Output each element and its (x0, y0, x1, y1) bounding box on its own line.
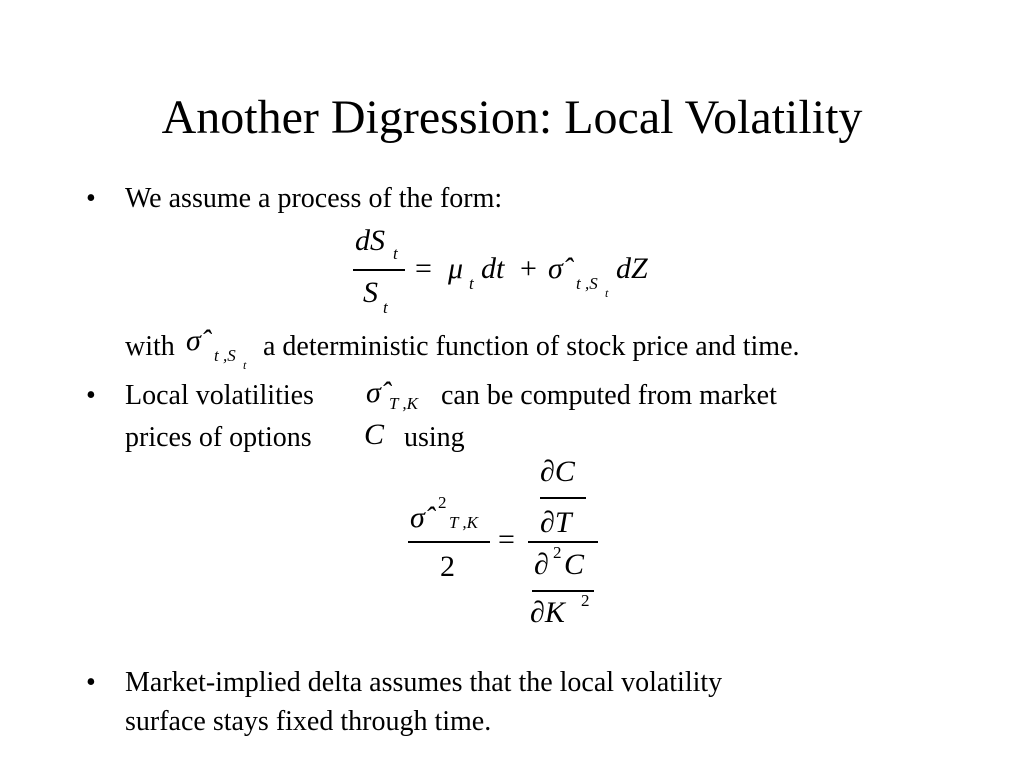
eq2-den-bottom-sup: 2 (581, 591, 590, 610)
bullet-1-marker: • (86, 183, 96, 214)
eq1-dt: dt (481, 252, 505, 285)
eq1-sigma-sub: t ,S (576, 274, 598, 293)
bullet-3-marker: • (86, 667, 96, 698)
bullet-3-line1: Market-implied delta assumes that the local volatility (125, 667, 723, 698)
eq2-equals: = (498, 523, 515, 556)
eq1-plus: + (520, 252, 537, 285)
eq2-main-bar (528, 541, 598, 543)
eq2-num-bottom: ∂T (540, 506, 572, 539)
bullet-2-text-after: can be computed from market (441, 380, 777, 411)
eq2-den-top-sup: 2 (553, 543, 562, 562)
deterministic-text: a deterministic function of stock price and time. (263, 331, 800, 362)
eq1-mu-sub: t (469, 274, 474, 293)
inline-sigma-subsub: t (243, 358, 247, 372)
eq1-dZ: dZ (616, 252, 648, 285)
equation-dupire (400, 455, 620, 635)
eq1-sigma-subsub: t (605, 286, 609, 300)
eq2-num-top: ∂C (540, 455, 575, 488)
eq1-equals: = (415, 252, 432, 285)
slide-title: Another Digression: Local Volatility (161, 91, 863, 144)
inline-sigma-TK (366, 374, 438, 418)
inline-C (364, 418, 394, 458)
eq1-numerator-sub: t (393, 244, 398, 263)
eq2-den-top-partial: ∂ (534, 548, 549, 581)
eq1-mu: μ (448, 252, 464, 285)
bullet-1-text: We assume a process of the form: (125, 183, 503, 214)
eq1-numerator: dS (355, 224, 385, 257)
bullet-2-marker: • (86, 380, 96, 411)
eq1-denominator: S (363, 276, 378, 309)
eq2-lhs-denominator: 2 (440, 550, 455, 583)
inline-C-symbol: C (364, 418, 385, 451)
inline-sigma: σ̂ (186, 324, 201, 357)
eq2-lhs-sigma: σ̂ (410, 501, 425, 534)
equation-process (340, 224, 680, 324)
inline-sigma-TK-symbol: σ̂ (366, 376, 381, 409)
inline-sigma-TK-sub: T ,K (389, 394, 418, 413)
bullet-2-line2-before: prices of options (125, 422, 312, 453)
with-label: with (125, 331, 175, 362)
eq2-num-bar (540, 497, 586, 499)
eq2-lhs-sub: T ,K (449, 513, 478, 532)
bullet-2-text-before: Local volatilities (125, 380, 314, 411)
eq2-den-top-C: C (564, 548, 585, 581)
eq2-lhs-bar (408, 541, 490, 543)
eq1-denominator-sub: t (383, 298, 388, 317)
eq2-den-bottom: ∂K (530, 596, 565, 629)
eq1-sigma: σ̂ (548, 252, 563, 285)
eq2-lhs-sup: 2 (438, 493, 447, 512)
eq1-fraction-bar (353, 269, 405, 271)
inline-sigma-t-st (186, 320, 266, 370)
inline-sigma-sub: t ,S (214, 346, 236, 365)
bullet-2-line2-after: using (404, 422, 465, 453)
bullet-3-line2: surface stays fixed through time. (125, 706, 492, 737)
